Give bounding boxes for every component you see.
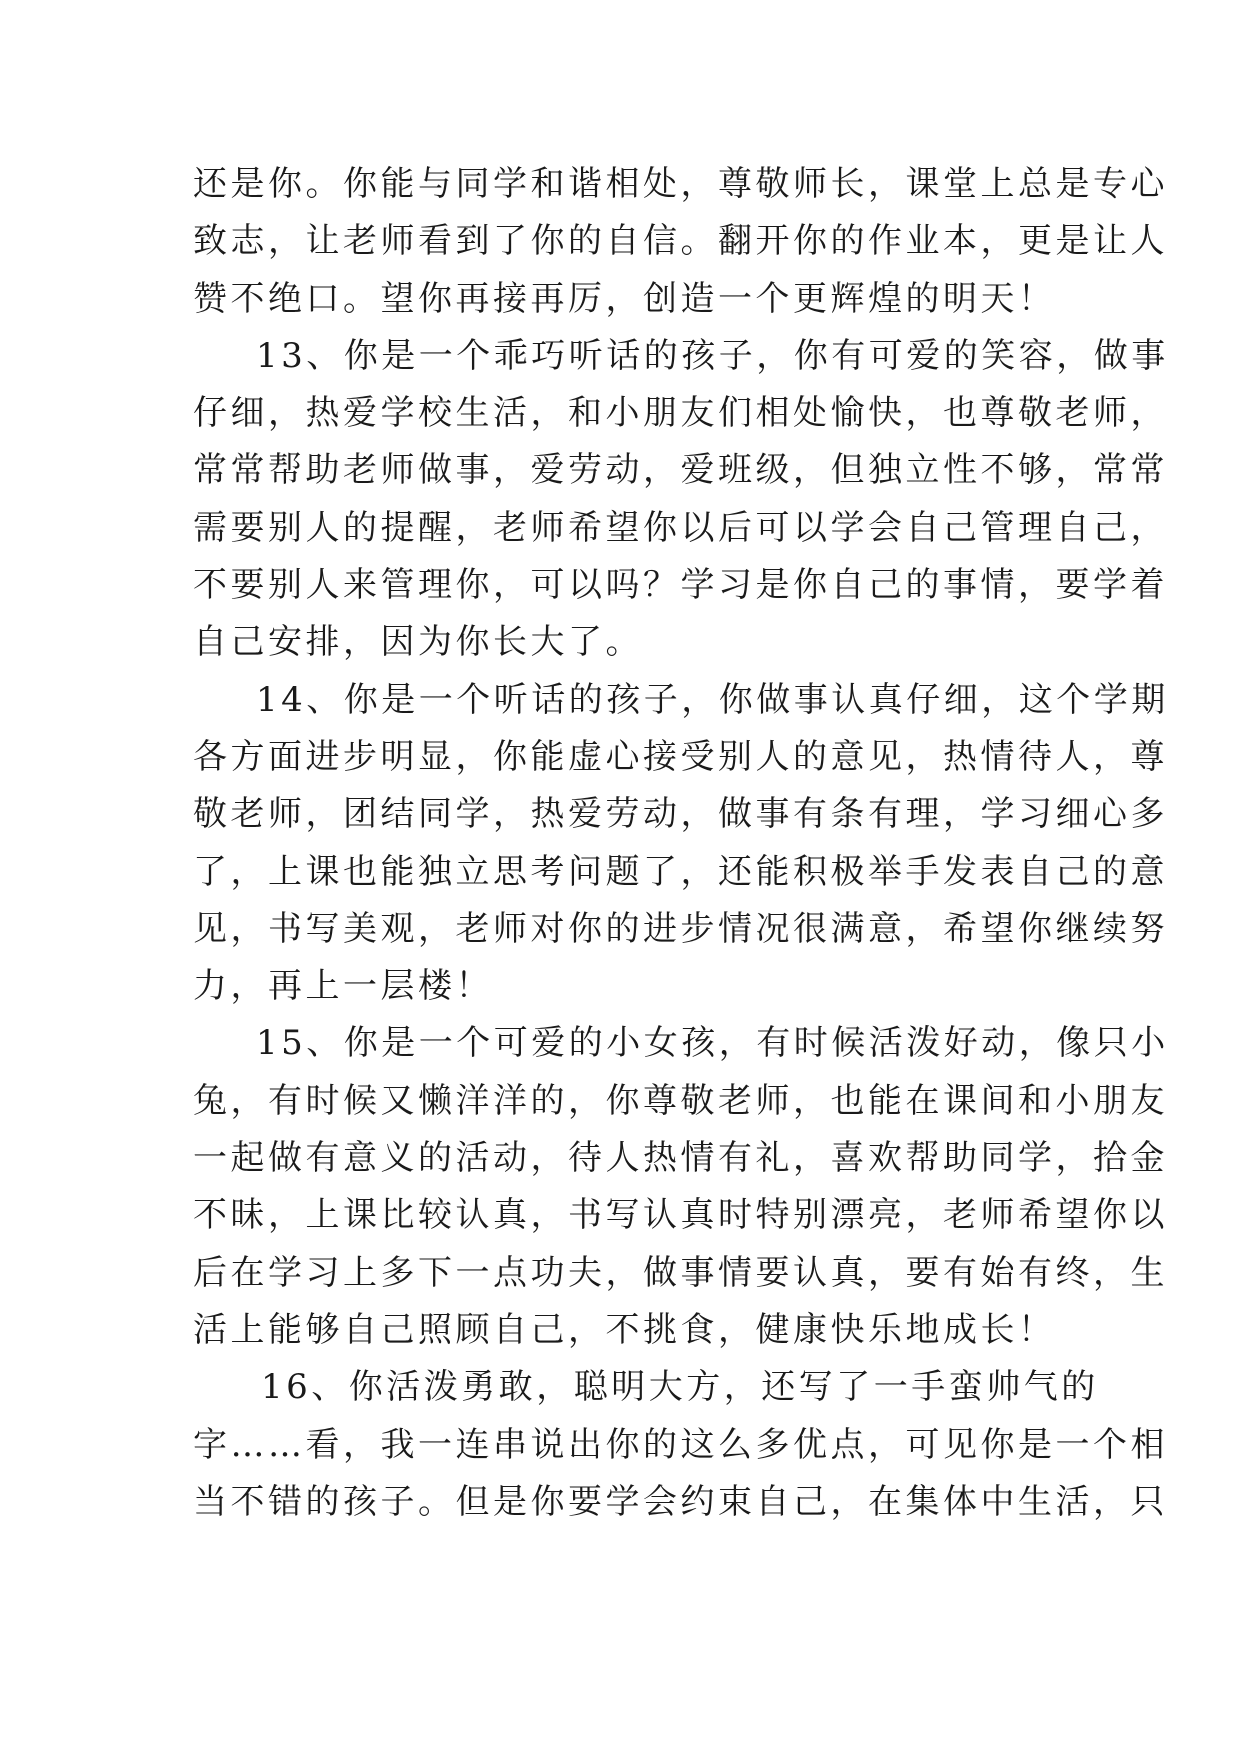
text-line: 致志，让老师看到了你的自信。翻开你的作业本，更是让人 (193, 221, 1168, 262)
text-line: 不昧，上课比较认真，书写认真时特别漂亮，老师希望你以 (193, 1195, 1168, 1236)
paragraph-start-13: 13、你是一个乖巧听话的孩子，你有可爱的笑容，做事 (256, 335, 1169, 376)
text-line: 当不错的孩子。但是你要学会约束自己，在集体中生活，只 (193, 1481, 1168, 1522)
text-line: 一起做有意义的活动，待人热情有礼，喜欢帮助同学，拾金 (193, 1138, 1168, 1179)
text-line: 常常帮助老师做事，爱劳动，爱班级，但独立性不够，常常 (193, 450, 1168, 491)
text-line: 还是你。你能与同学和谐相处，尊敬师长，课堂上总是专心 (193, 164, 1168, 204)
text-line: 仔细，热爱学校生活，和小朋友们相处愉快，也尊敬老师， (193, 393, 1168, 434)
text-line: 活上能够自己照顾自己，不挑食，健康快乐地成长！ (193, 1309, 1056, 1350)
paragraph-start-14: 14、你是一个听话的孩子，你做事认真仔细，这个学期 (256, 679, 1169, 720)
text-line: 后在学习上多下一点功夫，做事情要认真，要有始有终，生 (193, 1252, 1168, 1293)
body-text (193, 156, 1169, 1531)
text-line: 自己安排，因为你长大了。 (193, 622, 643, 663)
text-line: 赞不绝口。望你再接再厉，创造一个更辉煌的明天！ (193, 278, 1056, 319)
text-line: 见，书写美观，老师对你的进步情况很满意，希望你继续努 (193, 908, 1168, 949)
text-line: 字……看，我一连串说出你的这么多优点，可见你是一个相 (193, 1424, 1168, 1465)
text-line: 敬老师，团结同学，热爱劳动，做事有条有理，学习细心多 (193, 794, 1168, 835)
text-line: 不要别人来管理你，可以吗？学习是你自己的事情，要学着 (193, 565, 1168, 606)
text-line: 兔，有时候又懒洋洋的，你尊敬老师，也能在课间和小朋友 (193, 1080, 1168, 1121)
paragraph-start-16: 16、你活泼勇敢，聪明大方，还写了一手蛮帅气的 (261, 1367, 1099, 1408)
text-line: 力，再上一层楼！ (193, 966, 493, 1007)
paragraph-start-15: 15、你是一个可爱的小女孩，有时候活泼好动，像只小 (256, 1023, 1169, 1064)
text-line: 了，上课也能独立思考问题了，还能积极举手发表自己的意 (193, 851, 1168, 892)
text-line: 各方面进步明显，你能虚心接受别人的意见，热情待人，尊 (193, 736, 1168, 777)
text-line: 需要别人的提醒，老师希望你以后可以学会自己管理自己， (193, 507, 1168, 548)
